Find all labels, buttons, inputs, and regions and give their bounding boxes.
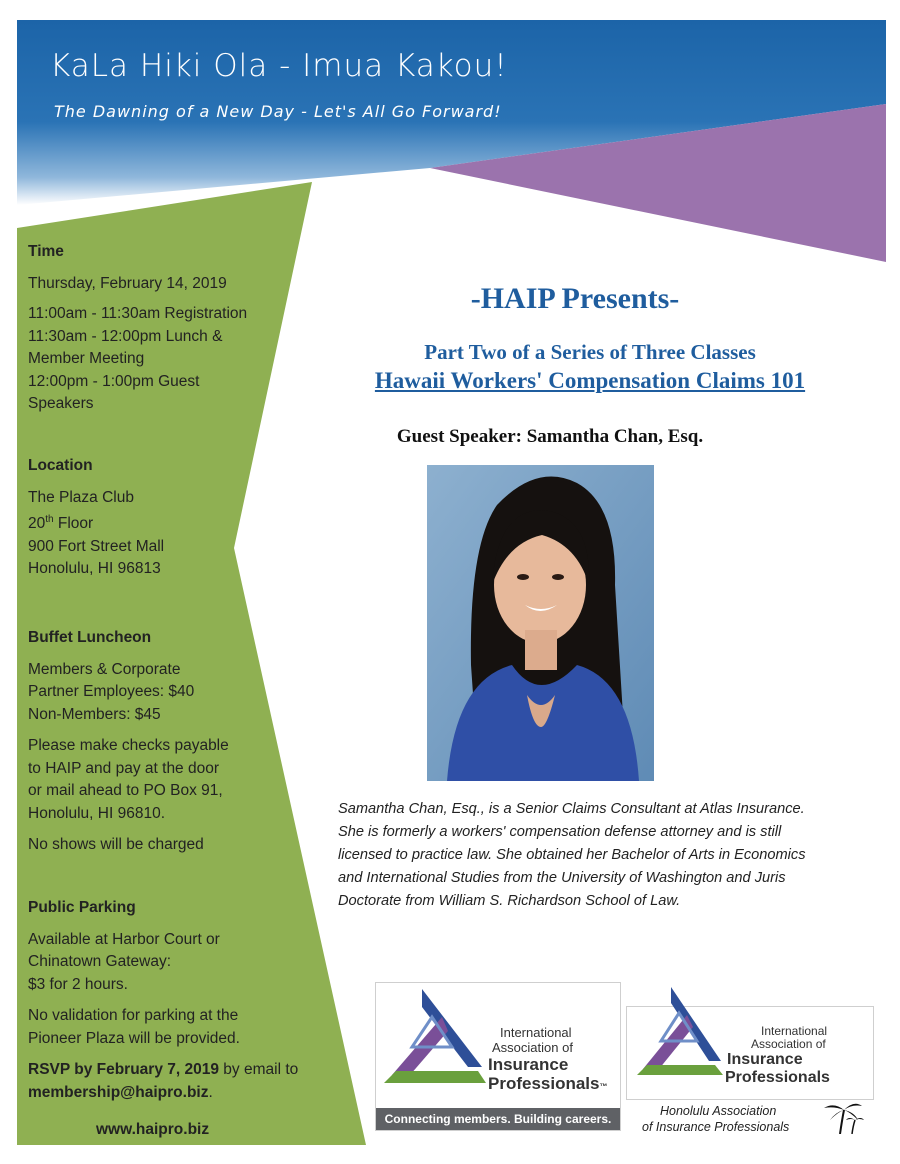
presents-title: -HAIP Presents-	[470, 282, 680, 315]
time-line: 11:00am - 11:30am Registration	[28, 305, 248, 322]
haip-caption: Honolulu Association of Insurance Professionals	[642, 1104, 790, 1134]
location-section	[28, 455, 164, 581]
time-date: Thursday, February 14, 2019	[28, 274, 227, 292]
bio-line: She is formerly a workers' compensation defense attorney and is still	[338, 824, 782, 840]
no-shows: No shows will be charged	[28, 836, 204, 853]
time-section	[28, 241, 247, 416]
speaker-bio	[338, 798, 868, 913]
location-floor: 20th Floor	[28, 514, 94, 533]
haip-triangle-icon	[635, 985, 725, 1089]
bio-line: and International Studies from the University of Washington and Juris	[338, 870, 786, 886]
bio-line: Samantha Chan, Esq., is a Senior Claims Consultant at Atlas Insurance.	[338, 801, 805, 817]
iaip-tagline: Connecting members. Building careers.	[376, 1108, 620, 1130]
guest-speaker: Guest Speaker: Samantha Chan, Esq.	[396, 426, 704, 447]
buffet-heading: Buffet Luncheon	[28, 629, 152, 646]
location-line: Honolulu, HI 96813	[28, 560, 161, 578]
course-title: Hawaii Workers' Compensation Claims 101	[374, 368, 806, 393]
buffet-line: Partner Employees: $40	[28, 683, 195, 700]
parking-section	[28, 897, 298, 1142]
checks-line: Please make checks payable	[28, 737, 229, 754]
buffet-line: Non-Members: $45	[28, 705, 161, 723]
buffet-line: Members & Corporate	[28, 660, 181, 678]
banner-subtitle: The Dawning of a New Day - Let's All Go Forward!	[54, 102, 502, 121]
parking-line: $3 for 2 hours.	[28, 975, 128, 993]
rsvp-line: RSVP by February 7, 2019 by email to	[28, 1061, 299, 1078]
location-heading: Location	[28, 457, 93, 474]
iaip-triangle-icon	[382, 987, 490, 1097]
bio-line: licensed to practice law. She obtained her Bachelor of Arts in Economics	[338, 847, 806, 863]
buffet-section	[28, 627, 229, 857]
checks-line: Honolulu, HI 96810.	[28, 804, 166, 822]
iaip-text: International Association of Insurance Professionals™	[488, 1025, 608, 1093]
rsvp-email-link[interactable]: membership@haipro.biz	[28, 1083, 209, 1101]
haip-logo	[626, 1006, 874, 1100]
time-line: Speakers	[28, 395, 94, 412]
parking-line: Available at Harbor Court or	[28, 930, 220, 948]
haip-text: International Association of Insurance Professionals	[725, 1024, 830, 1086]
speaker-photo	[427, 465, 654, 781]
location-line: The Plaza Club	[28, 488, 134, 506]
iaip-logo	[375, 982, 621, 1131]
validation-line: Pioneer Plaza will be provided.	[28, 1029, 240, 1047]
time-line: Member Meeting	[28, 350, 145, 367]
series-subtitle: Part Two of a Series of Three Classes	[424, 340, 756, 364]
validation-line: No validation for parking at the	[28, 1007, 239, 1024]
bio-line: Doctorate from William S. Richardson School of Law.	[338, 893, 681, 909]
location-line: 900 Fort Street Mall	[28, 537, 165, 555]
time-heading: Time	[28, 243, 64, 260]
rsvp-email-line: membership@haipro.biz.	[28, 1083, 213, 1101]
palm-tree-icon	[822, 1100, 864, 1134]
website-link[interactable]: www.haipro.biz	[96, 1121, 210, 1138]
banner-title: KaLa Hiki Ola - Imua Kakou!	[50, 48, 508, 84]
time-line: 11:30am - 12:00pm Lunch &	[28, 327, 223, 345]
checks-line: or mail ahead to PO Box 91,	[28, 782, 223, 799]
parking-heading: Public Parking	[28, 899, 136, 916]
parking-line: Chinatown Gateway:	[28, 953, 172, 970]
time-line: 12:00pm - 1:00pm Guest	[28, 372, 200, 390]
checks-line: to HAIP and pay at the door	[28, 759, 220, 777]
